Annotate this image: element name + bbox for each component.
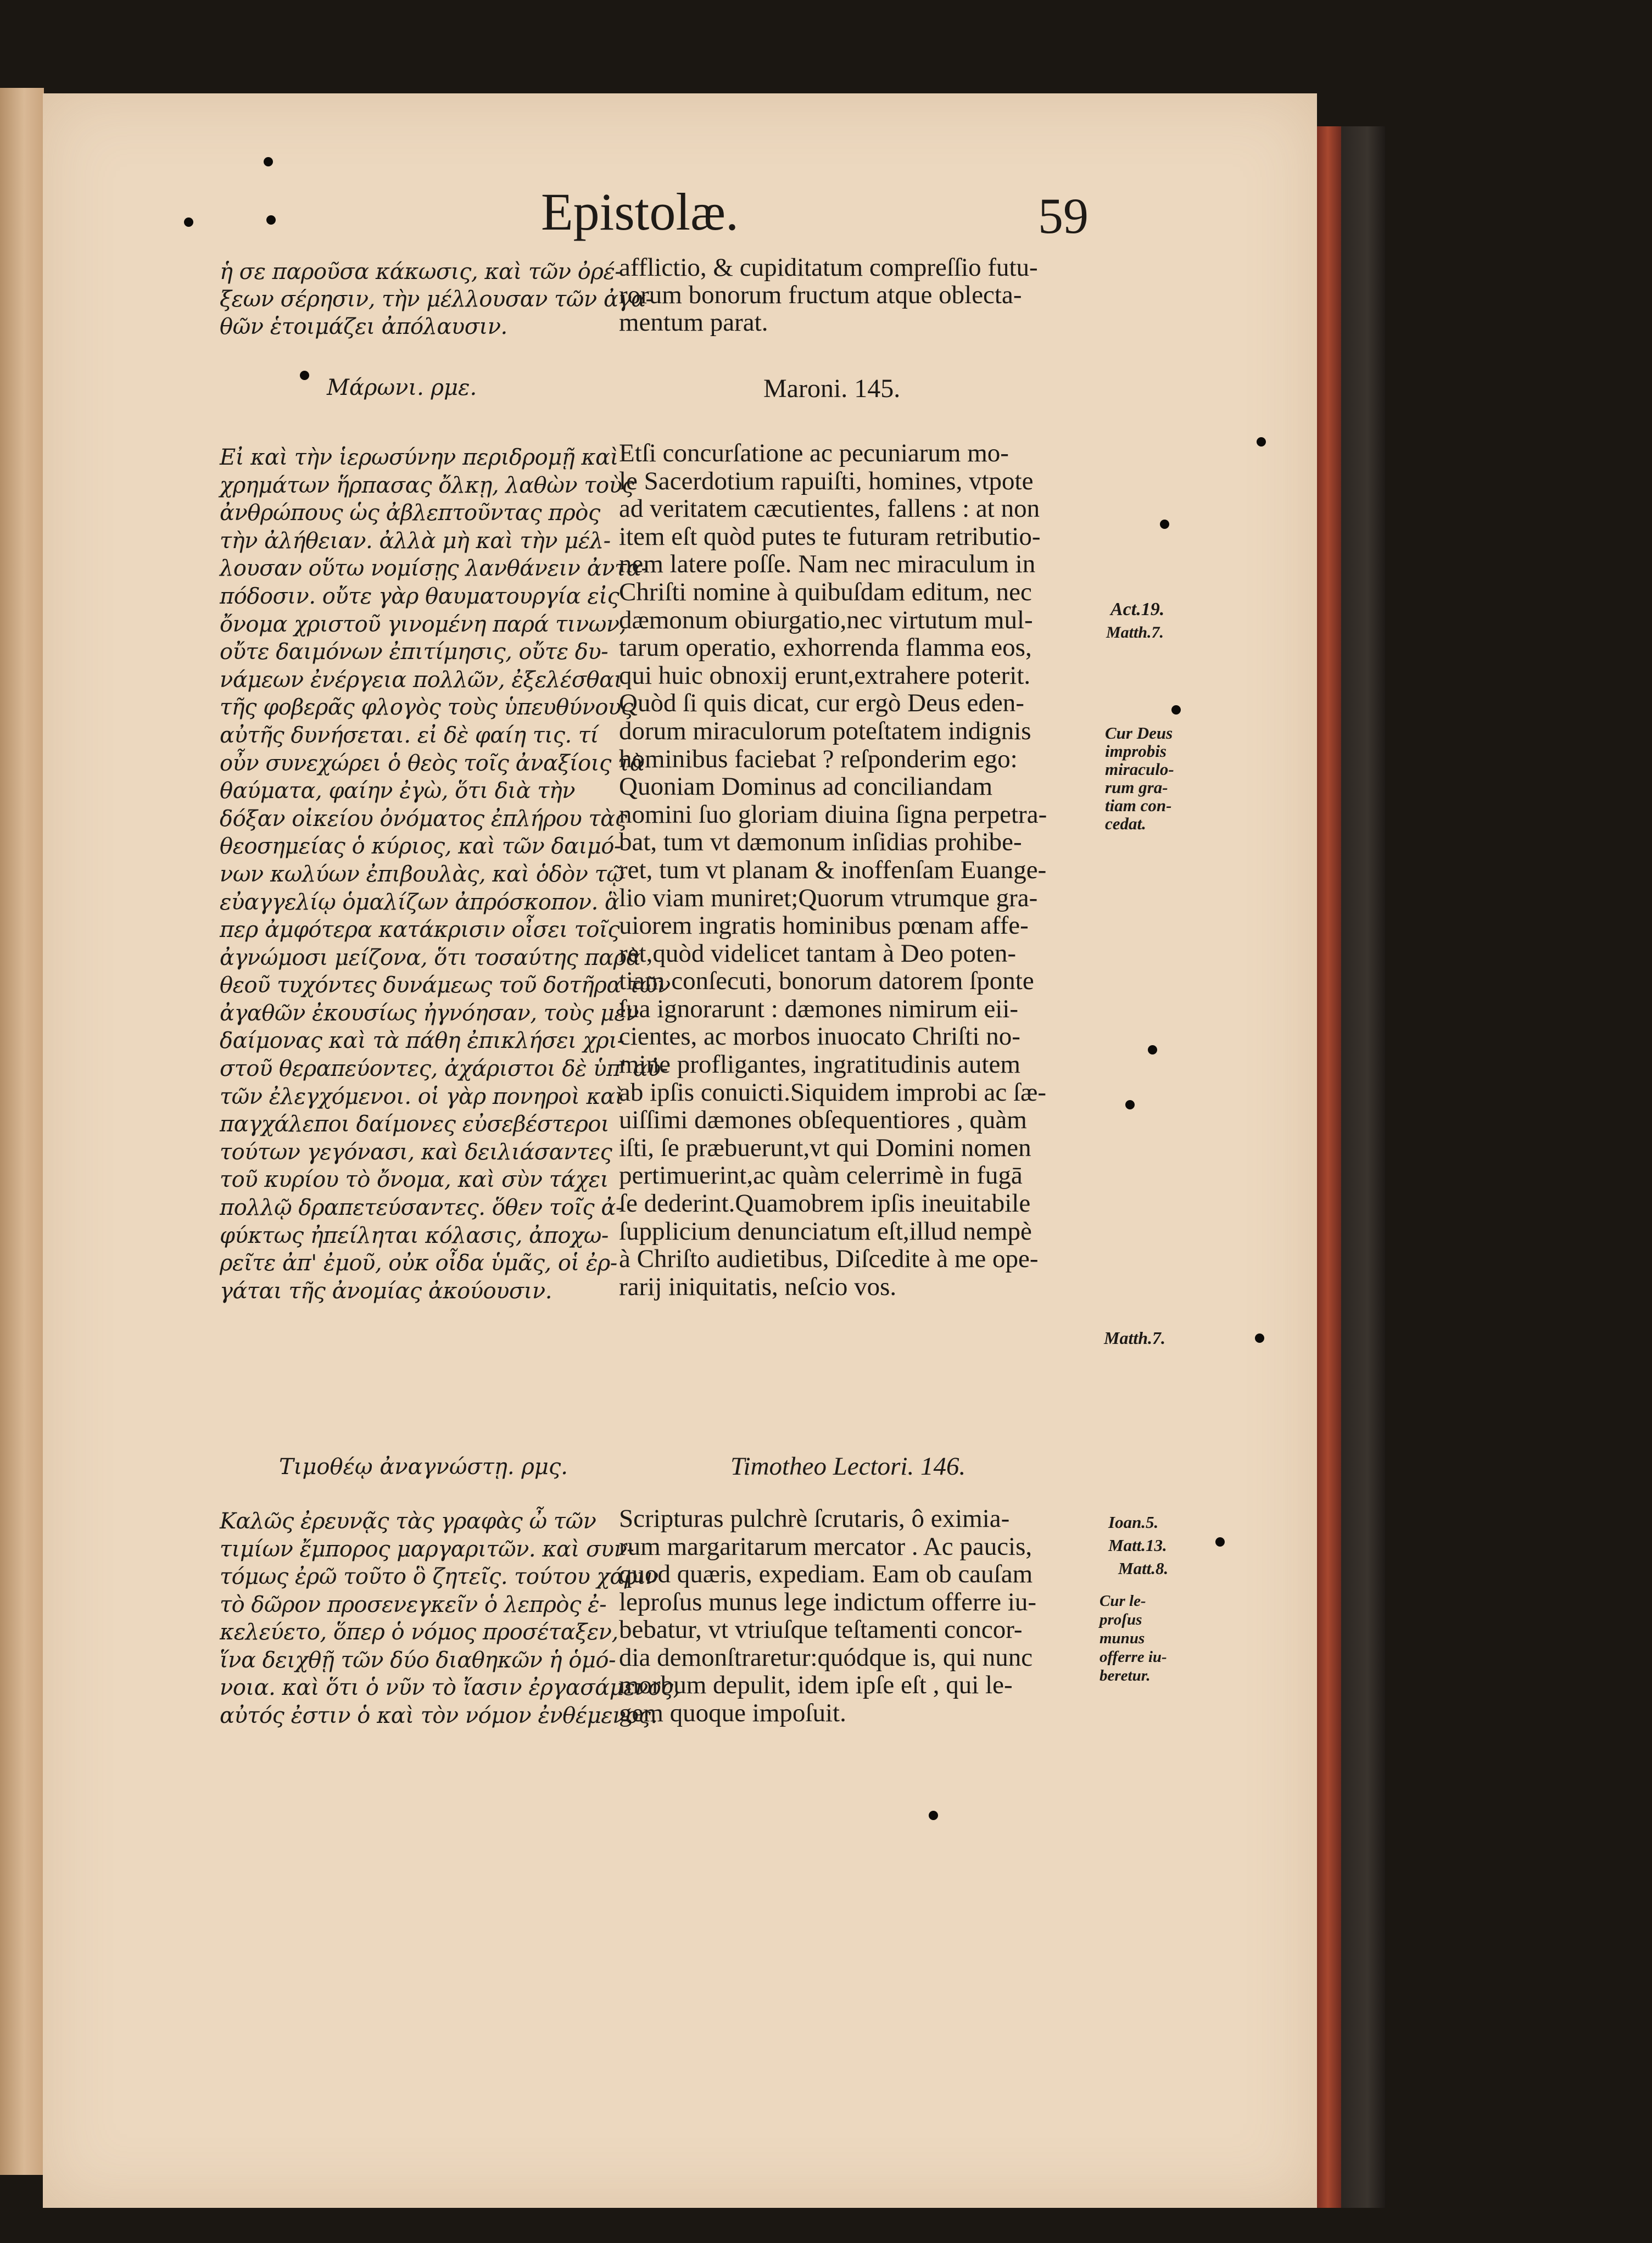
text-line: θῶν ἑτοιμάζει ἀπόλαυσιν. bbox=[220, 314, 507, 339]
text-line: ad veritatem cæcutientes, fallens : at non bbox=[619, 494, 1040, 523]
text-line: ἡ σε παροῦσα κάκωσις, καὶ τῶν ὀρέ- bbox=[220, 259, 622, 284]
note-line: rum gra- bbox=[1105, 778, 1168, 797]
margin-ref-matthew-13: Matt.13. bbox=[1108, 1536, 1167, 1555]
ink-spot bbox=[184, 217, 193, 227]
text-line: tarum operatio, exhorrenda flamma eos, bbox=[619, 633, 1032, 662]
text-line: ξεων σέρησιν, τὴν μέλλουσαν τῶν ἀγα- bbox=[220, 287, 653, 312]
note-line: cedat. bbox=[1105, 814, 1146, 833]
ink-spot bbox=[1125, 1100, 1135, 1109]
text-line: λουσαν οὕτω νομίσῃς λανθάνειν ἀντα- bbox=[220, 556, 649, 582]
text-line: περ ἀμφότερα κατάκρισιν οἶσει τοῖς bbox=[220, 917, 620, 943]
greek-letter-145-body bbox=[220, 444, 671, 1305]
text-line: πολλῷ δραπετεύσαντες. ὅθεν τοῖς ἀ- bbox=[220, 1195, 623, 1221]
latin-letter-145-body bbox=[619, 439, 1047, 1301]
text-line: τόμως ἐρῶ τοῦτο ὃ ζητεῖς. τούτου χάριν bbox=[220, 1564, 658, 1589]
ink-spot bbox=[1257, 437, 1266, 447]
text-line: bebatur, vt vtriuſque teſtamenti concor- bbox=[619, 1615, 1023, 1644]
text-line: γάται τῆς ἀνομίας ἀκούουσιν. bbox=[220, 1278, 552, 1304]
text-line: tiam conſecuti, bonorum datorem ſponte bbox=[619, 967, 1034, 996]
margin-note-miracles bbox=[1105, 724, 1174, 833]
margin-ref-matthew: Matth.7. bbox=[1106, 623, 1164, 641]
text-line: bat, tum vt dæmonum inſidias prohibe- bbox=[619, 828, 1022, 857]
latin-intro bbox=[619, 254, 1038, 336]
ink-spot bbox=[1148, 1045, 1157, 1054]
note-line: beretur. bbox=[1100, 1667, 1151, 1684]
text-line: mine profligantes, ingratitudinis autem bbox=[619, 1050, 1020, 1079]
text-line: αὐτός ἐστιν ὁ καὶ τὸν νόμον ἐνθέμενος. bbox=[220, 1703, 657, 1728]
text-line: στοῦ θεραπεύοντες, ἀχάριστοι δὲ ὑπ' αὐ- bbox=[220, 1056, 668, 1082]
margin-ref-matthew-8: Matt.8. bbox=[1118, 1559, 1169, 1578]
note-line: munus bbox=[1100, 1630, 1145, 1647]
text-line: αὐτῆς δυνήσεται. εἰ δὲ φαίη τις. τί bbox=[220, 722, 599, 748]
text-line: οὖν συνεχώρει ὁ θεὸς τοῖς ἀναξίοις τὰ bbox=[220, 750, 645, 776]
text-line: τῆς φοβερᾶς φλογὸς τοὺς ὑπευθύνους bbox=[220, 695, 633, 721]
margin-ref-john: Ioan.5. bbox=[1108, 1513, 1159, 1532]
text-line: τούτων γεγόνασι, καὶ δειλιάσαντες bbox=[220, 1139, 612, 1165]
note-line: tiam con- bbox=[1105, 796, 1172, 815]
text-line: ρεῖτε ἀπ' ἐμοῦ, οὐκ οἶδα ὑμᾶς, οἱ ἐρ- bbox=[220, 1251, 617, 1276]
text-line: τῶν ἐλεγχόμενοι. οἱ γὰρ πονηροὶ καὶ bbox=[220, 1084, 623, 1109]
text-line: lio viam muniret;Quorum vtrumque gra- bbox=[619, 883, 1038, 912]
text-line: εὐαγγελίῳ ὁμαλίζων ἀπρόσκοπον. ἃ bbox=[220, 889, 620, 915]
text-line: ab ipſis conuicti.Siquidem improbi ac ſæ- bbox=[619, 1078, 1047, 1107]
ink-spot bbox=[1255, 1333, 1264, 1343]
text-line: à Chriſto audietibus, Diſcedite à me ope- bbox=[619, 1245, 1039, 1274]
text-line: mentum parat. bbox=[619, 308, 768, 337]
text-line: ret, tum vt planam & inoffenſam Euange- bbox=[619, 855, 1047, 884]
text-line: θεοσημείας ὁ κύριος, καὶ τῶν δαιμό- bbox=[220, 834, 621, 860]
text-line: τὴν ἀλήθειαν. ἀλλὰ μὴ καὶ τὴν μέλ- bbox=[220, 528, 611, 554]
text-line: πόδοσιν. οὔτε γὰρ θαυματουργία εἰς bbox=[220, 583, 620, 609]
text-line: Chriſti nomine à quibuſdam editum, nec bbox=[619, 577, 1032, 606]
greek-intro bbox=[220, 258, 652, 341]
text-line: rum margaritarum mercator . Ac paucis, bbox=[619, 1532, 1032, 1561]
text-line: ὄνομα χριστοῦ γινομένη παρά τινων, bbox=[220, 611, 626, 637]
text-line: Καλῶς ἐρευνᾷς τὰς γραφὰς ὦ τῶν bbox=[220, 1509, 596, 1534]
text-line: δαίμονας καὶ τὰ πάθη ἐπικλήσει χρι- bbox=[220, 1028, 624, 1054]
text-line: Scripturas pulchrè ſcrutaris, ô eximia- bbox=[619, 1504, 1010, 1533]
text-line: Quoniam Dominus ad conciliandam bbox=[619, 772, 993, 801]
text-line: ἀνθρώπους ὡς ἀβλεπτοῦντας πρὸς bbox=[220, 500, 600, 526]
margin-note-leper bbox=[1100, 1592, 1167, 1685]
page-fore-edge bbox=[1317, 126, 1341, 2208]
note-line: proſus bbox=[1100, 1611, 1142, 1628]
ink-spot bbox=[1215, 1537, 1225, 1547]
book-cover-board bbox=[1341, 126, 1385, 2208]
latin-letter-145-heading: Maroni. 145. bbox=[763, 374, 901, 403]
ink-spot bbox=[1171, 705, 1181, 715]
text-line: τιμίων ἔμπορος μαργαριτῶν. καὶ συν- bbox=[220, 1536, 634, 1562]
text-line: φύκτως ἠπείληται κόλασις, ἀποχω- bbox=[220, 1223, 609, 1248]
text-line: nomini ſuo gloriam diuina ſigna perpetra- bbox=[619, 800, 1047, 829]
text-line: ἀγαθῶν ἐκουσίως ἠγνόησαν, τοὺς μὲν bbox=[220, 1000, 639, 1026]
text-line: δόξαν οἰκείου ὀνόματος ἐπλήρου τὰς bbox=[220, 806, 627, 832]
note-line: Cur le- bbox=[1100, 1592, 1146, 1610]
ink-spot bbox=[266, 215, 276, 225]
margin-ref-matthew-2: Matth.7. bbox=[1104, 1328, 1166, 1348]
page-number: 59 bbox=[1038, 188, 1089, 244]
text-line: νάμεων ἐνέργεια πολλῶν, ἐξελέσθαι bbox=[220, 667, 622, 693]
margin-ref-acts: Act.19. bbox=[1110, 599, 1165, 620]
text-line: ἀγνώμοσι μείζονα, ὅτι τοσαύτης παρὰ bbox=[220, 945, 641, 970]
text-line: χρημάτων ἥρπασας ὄλκῃ, λαθὼν τοὺς bbox=[220, 472, 634, 498]
text-line: ſupplicium denunciatum eſt,illud nempè bbox=[619, 1217, 1032, 1246]
text-line: οὔτε δαιμόνων ἐπιτίμησις, οὔτε δυ- bbox=[220, 639, 609, 665]
greek-letter-146-body bbox=[220, 1508, 680, 1729]
text-line: Etſi concurſatione ac pecuniarum mo- bbox=[619, 439, 1009, 467]
text-line: τοῦ κυρίου τὸ ὄνομα, καὶ σὺν τάχει bbox=[220, 1167, 609, 1193]
text-line: iſti, ſe præbuerunt,vt qui Domini nomen bbox=[619, 1133, 1031, 1162]
text-line: dorum miraculorum poteſtatem indignis bbox=[619, 716, 1031, 745]
text-line: hominibus faciebat ? reſponderim ego: bbox=[619, 744, 1018, 773]
note-line: Cur Deus bbox=[1105, 723, 1173, 743]
text-line: nem latere poſſe. Nam nec miraculum in bbox=[619, 550, 1036, 579]
text-line: rarij iniquitatis, neſcio vos. bbox=[619, 1272, 897, 1301]
text-line: gem quoque impoſuit. bbox=[619, 1698, 846, 1727]
text-line: qui huic obnoxij erunt,extrahere poterit. bbox=[619, 661, 1031, 690]
note-line: improbis bbox=[1105, 741, 1167, 761]
text-line: Εἰ καὶ τὴν ἱερωσύνην περιδρομῇ καὶ bbox=[220, 445, 618, 470]
latin-letter-146-body bbox=[619, 1505, 1036, 1727]
text-line: παγχάλεποι δαίμονες εὐσεβέστεροι bbox=[220, 1112, 610, 1137]
greek-letter-145-heading: Μάρωνι. ρμε. bbox=[327, 375, 477, 400]
note-line: offerre iu- bbox=[1100, 1648, 1167, 1666]
text-line: νοια. καὶ ὅτι ὁ νῦν τὸ ἴασιν ἐργασάμενος, bbox=[220, 1675, 680, 1700]
text-line: item eſt quòd putes te futuram retributio- bbox=[619, 522, 1041, 551]
text-line: uiſſimi dæmones obſequentiores , quàm bbox=[619, 1106, 1027, 1135]
text-line: afflictio, & cupiditatum compreſſio futu- bbox=[619, 253, 1038, 282]
text-line: ſe dederint.Quamobrem ipſis ineuitabile bbox=[619, 1189, 1031, 1218]
text-line: θεοῦ τυχόντες δυνάμεως τοῦ δοτῆρα τῶν bbox=[220, 973, 671, 998]
text-line: τὸ δῶρον προσενεγκεῖν ὁ λεπρὸς ἐ- bbox=[220, 1592, 607, 1617]
text-line: quod quæris, expediam. Eam ob cauſam bbox=[619, 1560, 1033, 1588]
text-line: morbum depulit, idem ipſe eſt , qui le- bbox=[619, 1671, 1013, 1699]
note-line: miraculo- bbox=[1105, 760, 1174, 779]
ink-spot bbox=[1160, 520, 1169, 529]
text-line: κελεύετο, ὅπερ ὁ νόμος προσέταξεν, bbox=[220, 1620, 618, 1645]
text-line: cientes, ac morbos inuocato Chriſti no- bbox=[619, 1022, 1020, 1051]
latin-letter-146-heading: Timotheo Lectori. 146. bbox=[730, 1452, 966, 1481]
text-line: νων κωλύων ἐπιβουλὰς, καὶ ὁδὸν τῷ bbox=[220, 861, 624, 887]
text-line: dia demonſtraretur:quódque is, qui nunc bbox=[619, 1643, 1033, 1672]
text-line: θαύματα, φαίην ἐγὼ, ὅτι διὰ τὴν bbox=[220, 778, 576, 804]
left-page-edge bbox=[0, 88, 44, 2175]
text-line: rorum bonorum fructum atque oblecta- bbox=[619, 281, 1022, 309]
text-line: dæmonum obiurgatio,nec virtutum mul- bbox=[619, 605, 1033, 634]
page-title: Epistolæ. bbox=[541, 182, 739, 241]
greek-letter-146-heading: Τιμοθέῳ ἀναγνώστῃ. ρμς. bbox=[279, 1454, 568, 1480]
ink-spot bbox=[929, 1811, 938, 1820]
text-line: ſua ignorarunt : dæmones nimirum eii- bbox=[619, 994, 1019, 1023]
text-line: ἵνα δειχθῇ τῶν δύο διαθηκῶν ἡ ὁμό- bbox=[220, 1647, 616, 1673]
text-line: uiorem ingratis hominibus pœnam affe- bbox=[619, 911, 1029, 940]
text-line: le Sacerdotium rapuiſti, homines, vtpote bbox=[619, 466, 1034, 495]
text-line: ret,quòd videlicet tantam à Deo poten- bbox=[619, 939, 1017, 968]
text-line: leproſus munus lege indictum offerre iu- bbox=[619, 1587, 1037, 1616]
ink-spot bbox=[264, 157, 273, 166]
text-line: Quòd ſi quis dicat, cur ergò Deus eden- bbox=[619, 689, 1024, 718]
text-line: pertimuerint,ac quàm celerrimè in fugā bbox=[619, 1161, 1023, 1190]
ink-spot bbox=[300, 371, 309, 380]
